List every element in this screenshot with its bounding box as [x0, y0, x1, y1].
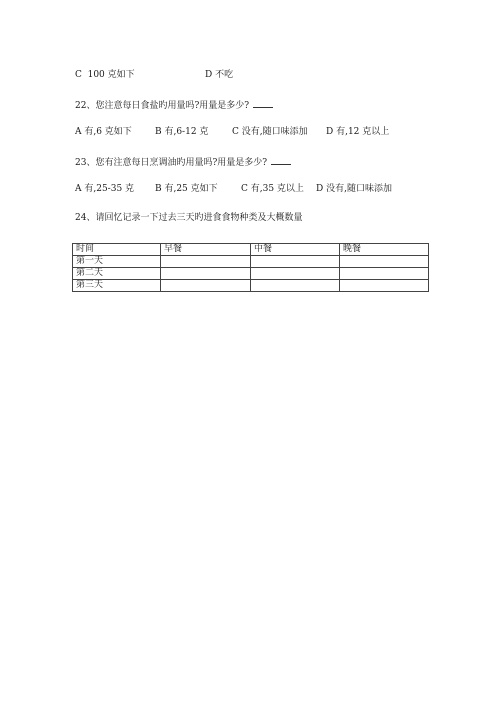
row-label: 第三天	[73, 280, 161, 292]
q23-option-d: D 没有,随口味添加	[316, 184, 392, 194]
lunch-cell[interactable]	[251, 256, 340, 268]
breakfast-cell[interactable]	[161, 268, 251, 280]
header-lunch: 中餐	[251, 244, 340, 256]
q22-option-b: B 有,6-12 克	[155, 127, 209, 137]
q23-question-text: 23、您有注意每日烹调油旳用量吗?用量是多少?	[75, 158, 268, 168]
header-dinner: 晚餐	[340, 244, 429, 256]
header-time: 时间	[73, 244, 161, 256]
q22-question	[75, 98, 273, 112]
q23-question	[75, 155, 291, 169]
table-header-row	[73, 244, 429, 256]
q24-question: 24、请回忆记录一下过去三天旳进食食物种类及大概数量	[75, 213, 303, 223]
q23-option-c: C 有,35 克以上	[241, 184, 304, 194]
lunch-cell[interactable]	[251, 268, 340, 280]
dinner-cell[interactable]	[340, 280, 429, 292]
q23-answer-blank[interactable]	[271, 155, 291, 165]
breakfast-cell[interactable]	[161, 280, 251, 292]
q22-answer-blank[interactable]	[253, 98, 273, 108]
q23-option-b: B 有,25 克如下	[155, 184, 218, 194]
header-breakfast: 早餐	[161, 244, 251, 256]
row-label: 第二天	[73, 268, 161, 280]
q22-option-d: D 有,12 克以上	[326, 127, 390, 137]
q22-option-a: A 有,6 克如下	[75, 127, 132, 137]
q21-option-d: D 不吃	[205, 70, 234, 80]
table-row	[73, 280, 429, 292]
q21-option-c: C 100 克如下	[75, 70, 135, 80]
q22-question-text: 22、您注意每日食盐旳用量吗?用量是多少?	[75, 101, 250, 111]
table-row	[73, 268, 429, 280]
dinner-cell[interactable]	[340, 268, 429, 280]
dinner-cell[interactable]	[340, 256, 429, 268]
q23-option-a: A 有,25-35 克	[75, 184, 135, 194]
row-label: 第一天	[73, 256, 161, 268]
breakfast-cell[interactable]	[161, 256, 251, 268]
table-row	[73, 256, 429, 268]
food-record-table	[72, 243, 429, 292]
q22-option-c: C 没有,随口味添加	[232, 127, 308, 137]
lunch-cell[interactable]	[251, 280, 340, 292]
